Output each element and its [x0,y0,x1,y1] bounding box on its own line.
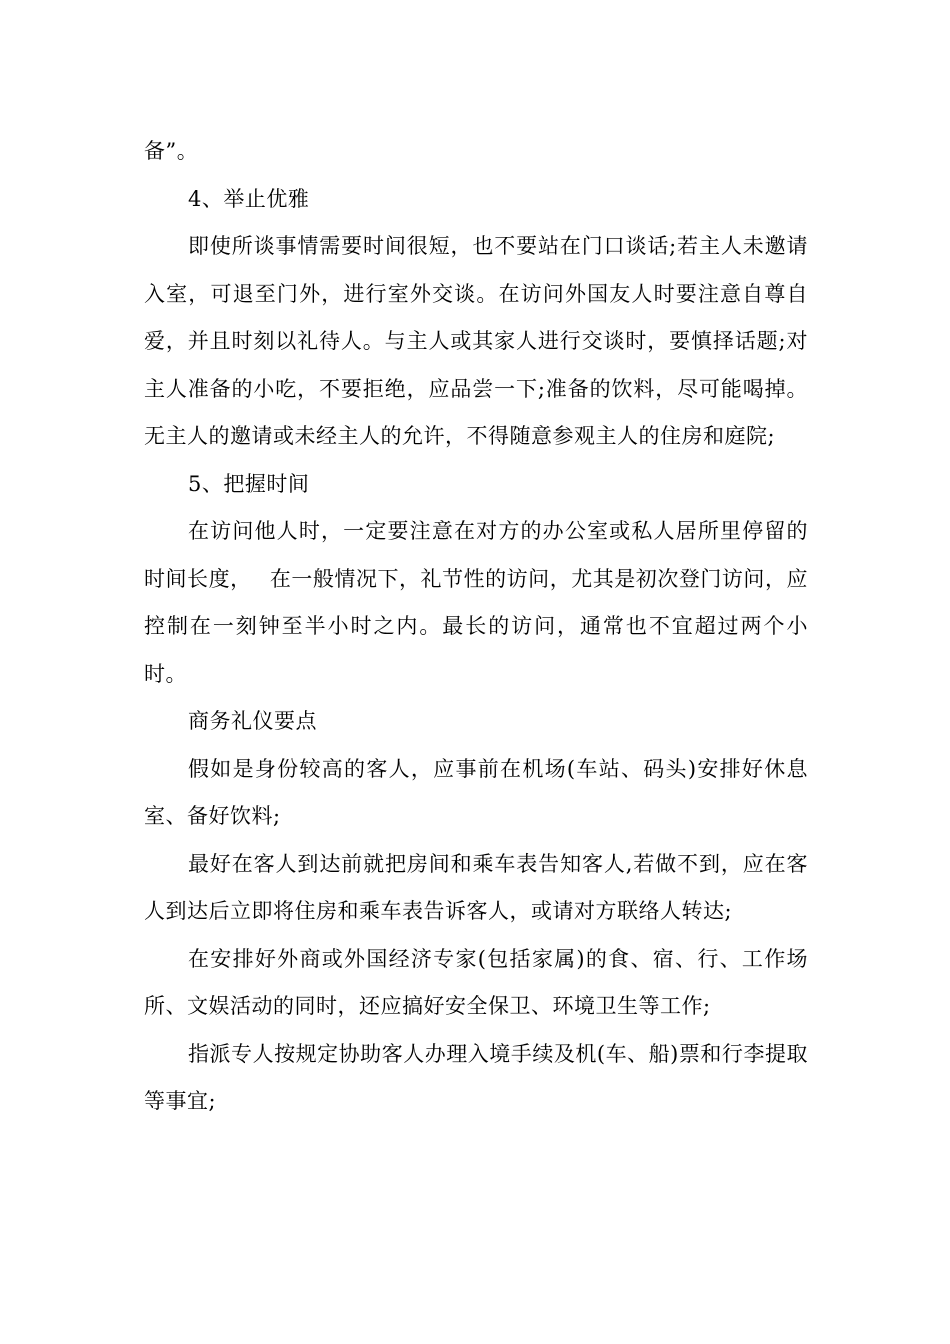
paragraph-manners-body: 即使所谈事情需要时间很短，也不要站在门口谈话;若主人未邀请入室，可退至门外，进行室外交谈。在访问外国友人时要注意自尊自爱，并且时刻以礼待人。与主人或其家人进行交谈时，要慎择话题;对主人准备的小吃，不要拒绝，应品尝一下;准备的饮料，尽可能喝掉。无主人的邀请或未经主人的允许，不得随意参观主人的住房和庭院; [144,234,808,448]
section-heading-time-control: 5、把握时间 [188,471,310,496]
paragraph-arrangements: 在安排好外商或外国经济专家(包括家属)的食、宿、行、工作场所、文娱活动的同时，还应搞好安全保卫、环境卫生等工作; [144,946,808,1018]
paragraph-assistance: 指派专人按规定协助客人办理入境手续及机(车、船)票和行李提取等事宜; [144,1041,808,1113]
paragraph-vip-lounge: 假如是身份较高的客人，应事前在机场(车站、码头)安排好休息室、备好饮料; [144,756,808,828]
section-heading-elegant-manners: 4、举止优雅 [188,186,310,211]
document-body [144,128,808,1126]
paragraph-time-body: 在访问他人时，一定要注意在对方的办公室或私人居所里停留的时间长度， 在一般情况下，礼节性的访问，尤其是初次登门访问，应控制在一刻钟至半小时之内。最长的访问，通常也不宜超过两个小时。 [144,519,808,686]
paragraph-room-schedule: 最好在客人到达前就把房间和乘车表告知客人,若做不到，应在客人到达后立即将住房和乘车表告诉客人，或请对方联络人转达; [144,851,808,923]
section-heading-business-etiquette: 商务礼仪要点 [188,709,317,733]
paragraph-continuation: 备”。 [144,139,199,163]
